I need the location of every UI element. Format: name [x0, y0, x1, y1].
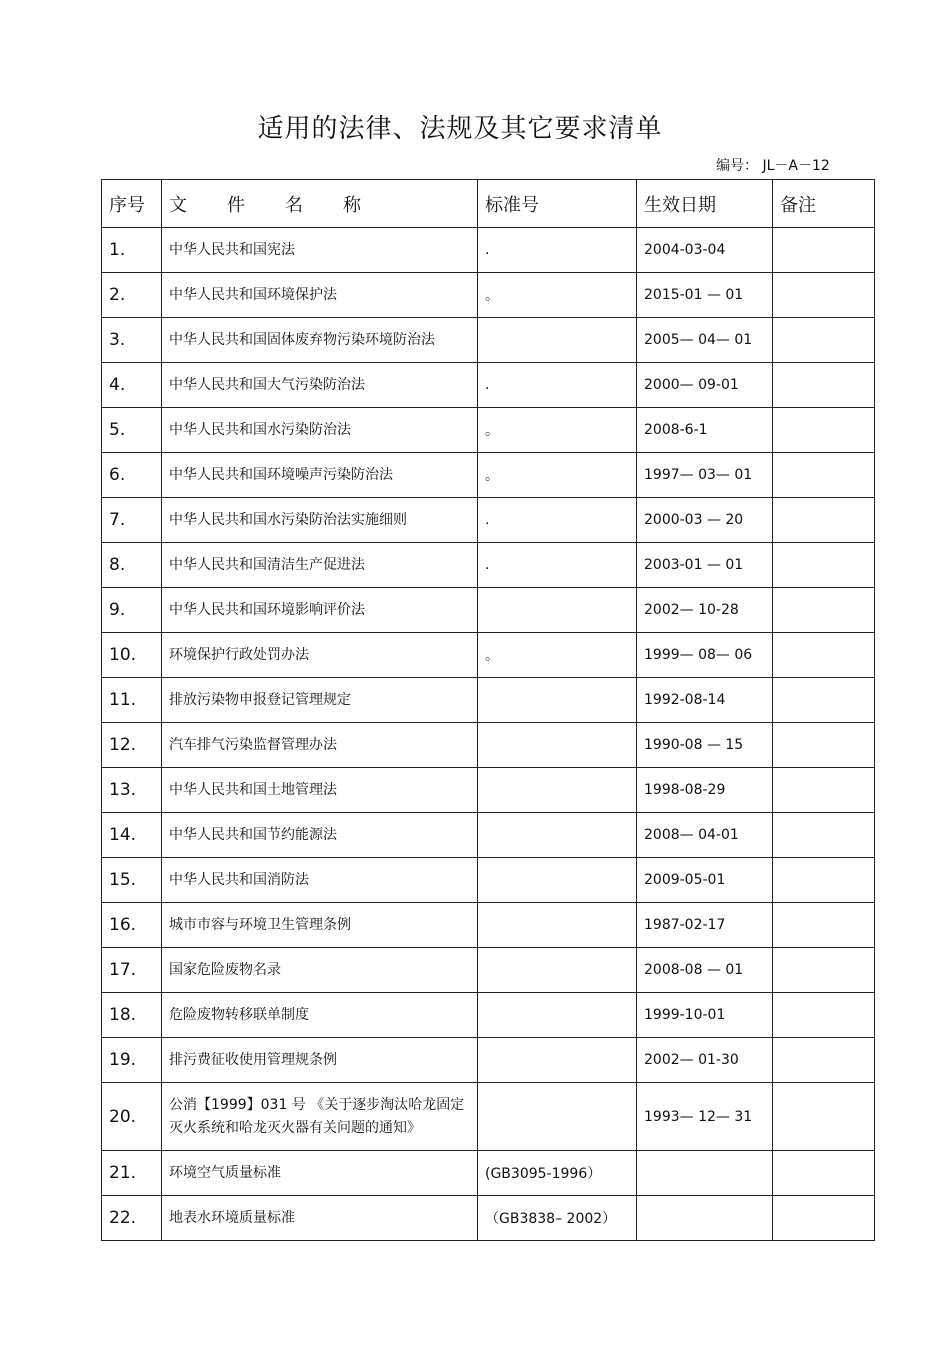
cell-no: 8. — [102, 543, 162, 588]
cell-date: 1997— 03— 01 — [637, 453, 773, 498]
cell-name: 中华人民共和国土地管理法 — [162, 768, 478, 813]
table-row — [102, 768, 875, 813]
cell-remark — [773, 948, 875, 993]
cell-remark — [773, 678, 875, 723]
cell-remark — [773, 723, 875, 768]
cell-name: 中华人民共和国水污染防治法 — [162, 408, 478, 453]
cell-no: 3. — [102, 318, 162, 363]
cell-remark — [773, 633, 875, 678]
cell-no: 4. — [102, 363, 162, 408]
cell-date: 1992-08-14 — [637, 678, 773, 723]
cell-date: 2000-03 — 20 — [637, 498, 773, 543]
cell-remark — [773, 498, 875, 543]
cell-standard — [478, 993, 637, 1038]
cell-standard — [478, 678, 637, 723]
cell-date: 2005— 04— 01 — [637, 318, 773, 363]
cell-name: 中华人民共和国大气污染防治法 — [162, 363, 478, 408]
document-title: 适用的法律、法规及其它要求清单 — [257, 114, 663, 144]
header-name — [162, 180, 478, 228]
cell-name: 中华人民共和国环境保护法 — [162, 273, 478, 318]
table-row — [102, 228, 875, 273]
cell-standard: 。 — [478, 453, 637, 498]
table-row — [102, 903, 875, 948]
document-number: 编号： JL－A－12 — [716, 158, 830, 174]
cell-name: 中华人民共和国环境噪声污染防治法 — [162, 453, 478, 498]
cell-date: 2000— 09-01 — [637, 363, 773, 408]
cell-no: 16. — [102, 903, 162, 948]
cell-standard: 。 — [478, 633, 637, 678]
table-row — [102, 633, 875, 678]
cell-name: 中华人民共和国消防法 — [162, 858, 478, 903]
cell-remark — [773, 408, 875, 453]
cell-name: 公消【1999】031 号 《关于逐步淘汰哈龙固定灭火系统和哈龙灭火器有关问题的通知》 — [162, 1083, 478, 1151]
table-row — [102, 1083, 875, 1151]
cell-name: 排污费征收使用管理规条例 — [162, 1038, 478, 1083]
cell-no: 2. — [102, 273, 162, 318]
table-row — [102, 813, 875, 858]
cell-remark — [773, 588, 875, 633]
cell-date: 1990-08 — 15 — [637, 723, 773, 768]
cell-remark — [773, 228, 875, 273]
table-row — [102, 543, 875, 588]
cell-no: 21. — [102, 1151, 162, 1196]
cell-no: 11. — [102, 678, 162, 723]
table-row — [102, 318, 875, 363]
cell-remark — [773, 813, 875, 858]
cell-remark — [773, 1083, 875, 1151]
cell-standard — [478, 903, 637, 948]
cell-no: 12. — [102, 723, 162, 768]
cell-no: 10. — [102, 633, 162, 678]
table-row — [102, 498, 875, 543]
table-row — [102, 363, 875, 408]
cell-standard: . — [478, 543, 637, 588]
cell-date: 2009-05-01 — [637, 858, 773, 903]
cell-standard: . — [478, 363, 637, 408]
header-name-char: 名 — [285, 194, 303, 216]
table-row — [102, 858, 875, 903]
cell-name: 排放污染物申报登记管理规定 — [162, 678, 478, 723]
cell-standard: (GB3095-1996） — [478, 1151, 637, 1196]
cell-remark — [773, 273, 875, 318]
cell-date: 1998-08-29 — [637, 768, 773, 813]
cell-no: 22. — [102, 1196, 162, 1241]
cell-remark — [773, 1196, 875, 1241]
cell-name: 危险废物转移联单制度 — [162, 993, 478, 1038]
cell-standard — [478, 1083, 637, 1151]
cell-remark — [773, 768, 875, 813]
cell-name: 城市市容与环境卫生管理条例 — [162, 903, 478, 948]
cell-name: 环境保护行政处罚办法 — [162, 633, 478, 678]
table-row — [102, 678, 875, 723]
cell-standard: . — [478, 498, 637, 543]
cell-name: 地表水环境质量标准 — [162, 1196, 478, 1241]
cell-name: 中华人民共和国清洁生产促进法 — [162, 543, 478, 588]
cell-date — [637, 1196, 773, 1241]
table-row — [102, 948, 875, 993]
cell-no: 20. — [102, 1083, 162, 1151]
cell-standard — [478, 1038, 637, 1083]
cell-no: 18. — [102, 993, 162, 1038]
header-name-char: 文 — [169, 194, 187, 216]
cell-no: 15. — [102, 858, 162, 903]
cell-name: 汽车排气污染监督管理办法 — [162, 723, 478, 768]
cell-standard: （GB3838– 2002） — [478, 1196, 637, 1241]
cell-remark — [773, 318, 875, 363]
cell-name: 中华人民共和国固体废弃物污染环境防治法 — [162, 318, 478, 363]
table-row — [102, 453, 875, 498]
table-header-row — [102, 180, 875, 228]
cell-remark — [773, 1151, 875, 1196]
cell-no: 7. — [102, 498, 162, 543]
cell-remark — [773, 543, 875, 588]
cell-standard — [478, 813, 637, 858]
cell-standard: 。 — [478, 408, 637, 453]
header-name-char: 件 — [227, 194, 245, 216]
cell-no: 5. — [102, 408, 162, 453]
cell-date: 1999-10-01 — [637, 993, 773, 1038]
cell-no: 1. — [102, 228, 162, 273]
cell-remark — [773, 453, 875, 498]
table-row — [102, 1151, 875, 1196]
cell-no: 17. — [102, 948, 162, 993]
header-standard: 标准号 — [478, 180, 637, 228]
cell-name: 国家危险废物名录 — [162, 948, 478, 993]
cell-name: 中华人民共和国水污染防治法实施细则 — [162, 498, 478, 543]
table-row — [102, 993, 875, 1038]
cell-standard — [478, 948, 637, 993]
cell-date: 2003-01 — 01 — [637, 543, 773, 588]
cell-remark — [773, 993, 875, 1038]
cell-date: 2004-03-04 — [637, 228, 773, 273]
cell-standard — [478, 858, 637, 903]
header-date: 生效日期 — [637, 180, 773, 228]
cell-date — [637, 1151, 773, 1196]
cell-date: 1987-02-17 — [637, 903, 773, 948]
cell-date: 2002— 10-28 — [637, 588, 773, 633]
table-row — [102, 1196, 875, 1241]
cell-date: 1993— 12— 31 — [637, 1083, 773, 1151]
cell-no: 9. — [102, 588, 162, 633]
table-row — [102, 273, 875, 318]
cell-date: 1999— 08— 06 — [637, 633, 773, 678]
table-row — [102, 588, 875, 633]
table-row — [102, 723, 875, 768]
header-remark: 备注 — [773, 180, 875, 228]
cell-name: 中华人民共和国节约能源法 — [162, 813, 478, 858]
header-no: 序号 — [102, 180, 162, 228]
cell-no: 6. — [102, 453, 162, 498]
cell-remark — [773, 1038, 875, 1083]
cell-date: 2008-08 — 01 — [637, 948, 773, 993]
cell-remark — [773, 363, 875, 408]
cell-name: 环境空气质量标准 — [162, 1151, 478, 1196]
table-row — [102, 1038, 875, 1083]
cell-date: 2008-6-1 — [637, 408, 773, 453]
regulations-table — [101, 179, 875, 1241]
cell-date: 2015-01 — 01 — [637, 273, 773, 318]
cell-date: 2002— 01-30 — [637, 1038, 773, 1083]
cell-name: 中华人民共和国环境影响评价法 — [162, 588, 478, 633]
cell-no: 13. — [102, 768, 162, 813]
table-body — [102, 228, 875, 1241]
cell-no: 14. — [102, 813, 162, 858]
cell-standard — [478, 318, 637, 363]
cell-standard — [478, 588, 637, 633]
cell-remark — [773, 858, 875, 903]
cell-name: 中华人民共和国宪法 — [162, 228, 478, 273]
table-row — [102, 408, 875, 453]
cell-standard: 。 — [478, 273, 637, 318]
header-name-char: 称 — [343, 194, 361, 216]
cell-no: 19. — [102, 1038, 162, 1083]
cell-standard — [478, 723, 637, 768]
cell-standard — [478, 768, 637, 813]
cell-date: 2008— 04-01 — [637, 813, 773, 858]
cell-standard: . — [478, 228, 637, 273]
cell-remark — [773, 903, 875, 948]
